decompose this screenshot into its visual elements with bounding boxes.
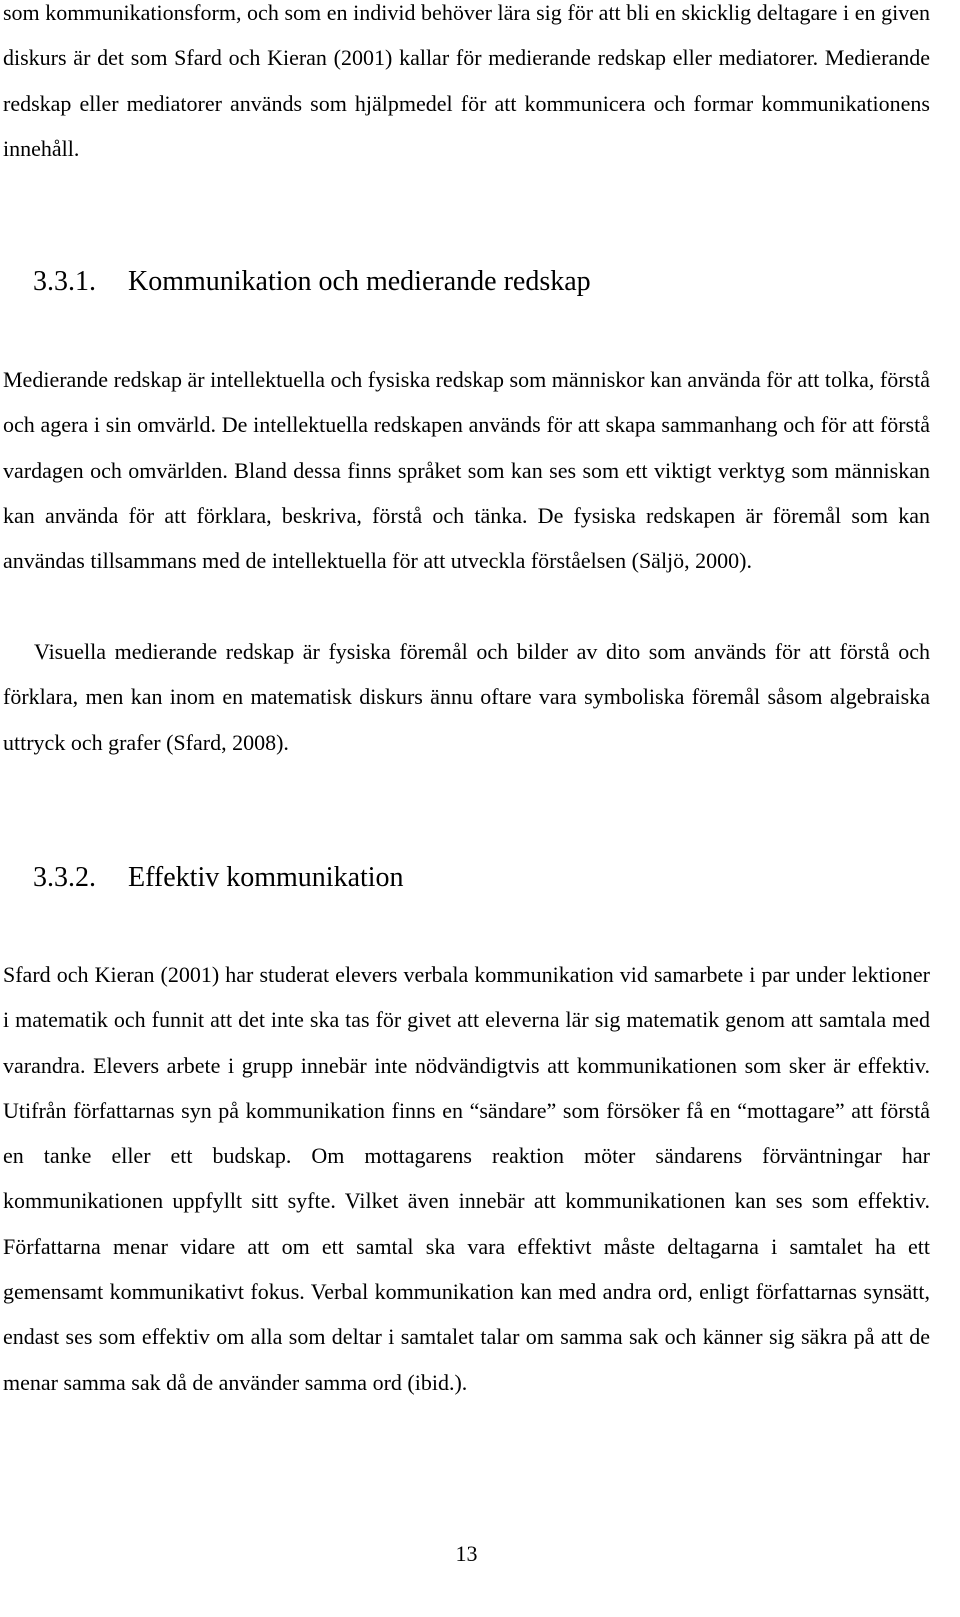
section-title: Effektiv kommunikation	[128, 862, 404, 893]
section-3-3-1-paragraph-1: Medierande redskap är intellektuella och fysiska redskap som människor kan använda för att tolka, förstå och agera i sin omvärld. De intellektuella redskapen används för att skapa sammanhang och för att förstå vardagen och omvärlden. Bland dessa finns språket som kan ses som ett viktigt verktyg som människan kan använda för att förklara, beskriva, förstå och tänka. De fysiska redskapen är föremål som kan användas tillsammans med de intellektuella för att utveckla förståelsen (Säljö, 2000).	[3, 367, 930, 574]
intro-paragraph: som kommunikationsform, och som en individ behöver lära sig för att bli en skicklig deltagare i en given diskurs är det som Sfard och Kieran (2001) kallar för medierande redskap eller mediatorer. Medierande redskap eller mediatorer används som hjälpmedel för att kommunicera och formar kommunikationens innehåll.	[3, 0, 930, 161]
section-number: 3.3.2.	[33, 862, 96, 893]
section-heading-3-3-1	[33, 266, 591, 298]
page-number: 13	[455, 1541, 478, 1566]
section-number: 3.3.1.	[33, 266, 96, 297]
section-title: Kommunikation och medierande redskap	[128, 266, 591, 297]
section-heading-3-3-2	[33, 862, 404, 894]
section-3-3-1-paragraph-2: Visuella medierande redskap är fysiska föremål och bilder av dito som används för att förstå och förklara, men kan inom en matematisk diskurs ännu oftare vara symboliska föremål såsom algebraiska uttryck och grafer (Sfard, 2008).	[3, 639, 930, 755]
section-3-3-2-paragraph-1: Sfard och Kieran (2001) har studerat elevers verbala kommunikation vid samarbete i par under lektioner i matematik och funnit att det inte ska tas för givet att eleverna lär sig matematik genom att samtala med varandra. Elevers arbete i grupp innebär inte nödvändigtvis att kommunikationen som sker är effektiv. Utifrån författarnas syn på kommunikation finns en “sändare” som försöker få en “mottagare” att förstå en tanke eller ett budskap. Om mottagarens reaktion möter sändarens förväntningar har kommunikationen uppfyllt sitt syfte. Vilket även innebär att kommunikationen kan ses som effektiv. Författarna menar vidare att om ett samtal ska vara effektivt måste deltagarna i samtalet ha ett gemensamt kommunikativt fokus. Verbal kommunikation kan med andra ord, enligt författarnas synsätt, endast ses som effektiv om alla som deltar i samtalet talar om samma sak och känner sig säkra på att de menar samma sak då de använder samma ord (ibid.).	[3, 962, 930, 1395]
